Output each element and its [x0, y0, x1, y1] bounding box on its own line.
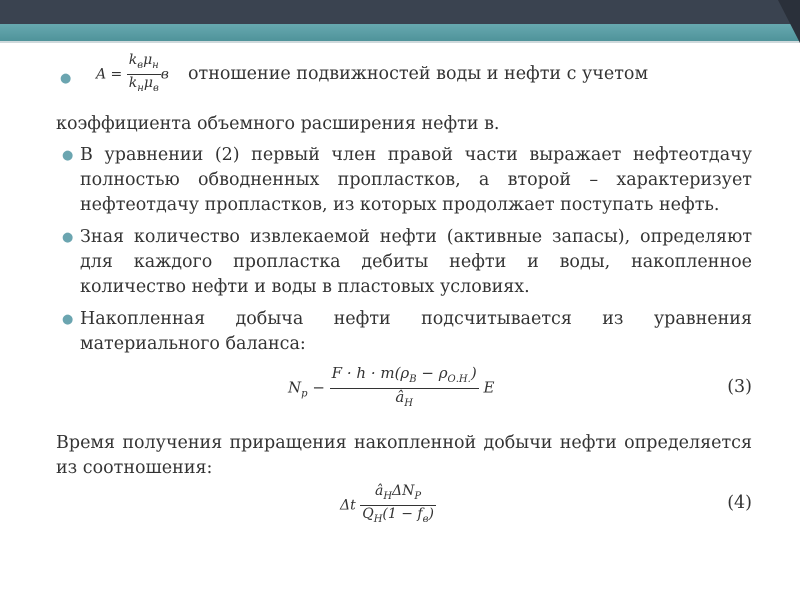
eq3-den: â: [395, 388, 405, 406]
formula-A-description: отношение подвижностей воды и нефти с учетом: [188, 64, 649, 84]
formula-A-num-k: k: [128, 52, 138, 68]
equation-4-number: (4): [727, 493, 752, 513]
eq4-num-a: â: [374, 483, 384, 499]
formula-A: [96, 52, 169, 97]
bullet-icon: ●: [62, 148, 74, 163]
paragraph-coefficient-text: коэффициента объемного расширения нефти в.: [56, 114, 500, 134]
eq4-den-q: Q: [362, 505, 374, 522]
formula-A-den-mu: μ: [143, 74, 153, 91]
bullet-text-1: В уравнении (2) первый член правой части выражает нефтеотдачу полностью обводненных пропластков, а второй – характеризует нефтеотдачу пропластков, из которых продолжает поступать нефть.: [80, 145, 752, 215]
bullet-icon: ●: [60, 71, 72, 86]
eq4-lhs: Δt: [340, 497, 356, 514]
header-teal-band: [0, 24, 800, 41]
formula-A-den-k: k: [128, 74, 138, 91]
paragraph-time: [56, 431, 752, 481]
eq3-num-sub1: В: [409, 374, 417, 385]
eq3-minus: −: [312, 378, 325, 397]
eq3-num-sub2: О.Н.: [447, 374, 471, 385]
formula-A-fraction: [127, 52, 161, 97]
eq4-fraction: [360, 483, 436, 528]
equation-4-formula: [340, 483, 436, 528]
formula-A-num-mu: μ: [143, 52, 153, 68]
formula-A-den-sub1: н: [137, 82, 144, 94]
equation-4: [56, 481, 752, 531]
header-divider: [0, 41, 800, 43]
eq4-den-end: ): [428, 505, 434, 522]
eq4-den-rest: (1 − f: [382, 505, 423, 522]
slide-content: [56, 52, 752, 531]
formula-A-lhs: A =: [96, 66, 123, 83]
eq4-num-rest: ΔN: [392, 483, 415, 499]
formula-A-tail: в: [160, 66, 169, 83]
eq3-lhs-sub: р: [301, 388, 308, 400]
bullet-icon: ●: [62, 230, 74, 245]
equation-3-number: (3): [727, 377, 752, 397]
header-dark-band: [0, 0, 800, 24]
eq4-den-sub2: в: [422, 513, 429, 525]
bullet-paragraph-3: [56, 307, 752, 357]
bullet-icon: ●: [62, 312, 74, 327]
equation-3-formula: [288, 365, 494, 412]
equation-3: [56, 359, 752, 423]
bullet-paragraph-2: [56, 225, 752, 300]
eq3-lhs: N: [288, 378, 302, 397]
bullet-paragraph-1: [56, 143, 752, 218]
eq3-num-mid: − ρ: [416, 364, 448, 382]
paragraph-time-text: Время получения приращения накопленной добычи нефти определяется из соотношения:: [56, 433, 752, 478]
formula-A-line: [56, 52, 752, 98]
bullet-text-2: Зная количество извлекаемой нефти (активные запасы), определяют для каждого пропластка дебиты нефти и воды, накопленное количество нефти и воды в пластовых условиях.: [80, 227, 752, 297]
formula-A-num-sub1: в: [137, 59, 144, 71]
eq4-num-sub: Н: [383, 490, 393, 502]
eq3-fraction: [330, 365, 479, 412]
header-corner-decoration: [778, 0, 800, 43]
bullet-text-3: Накопленная добыча нефти подсчитывается из уравнения материального баланса:: [80, 309, 752, 354]
eq3-den-sub: Н: [404, 398, 414, 409]
eq3-num-end: ): [470, 364, 477, 382]
eq3-num-a: F · h · m(ρ: [331, 364, 410, 382]
eq3-tail: E: [483, 378, 495, 397]
eq4-num-sub2: Р: [414, 490, 422, 502]
paragraph-coefficient: [56, 112, 752, 137]
eq4-den-sub: Н: [373, 513, 383, 525]
formula-A-den-sub2: в: [152, 82, 159, 94]
formula-A-num-sub2: н: [152, 59, 159, 71]
